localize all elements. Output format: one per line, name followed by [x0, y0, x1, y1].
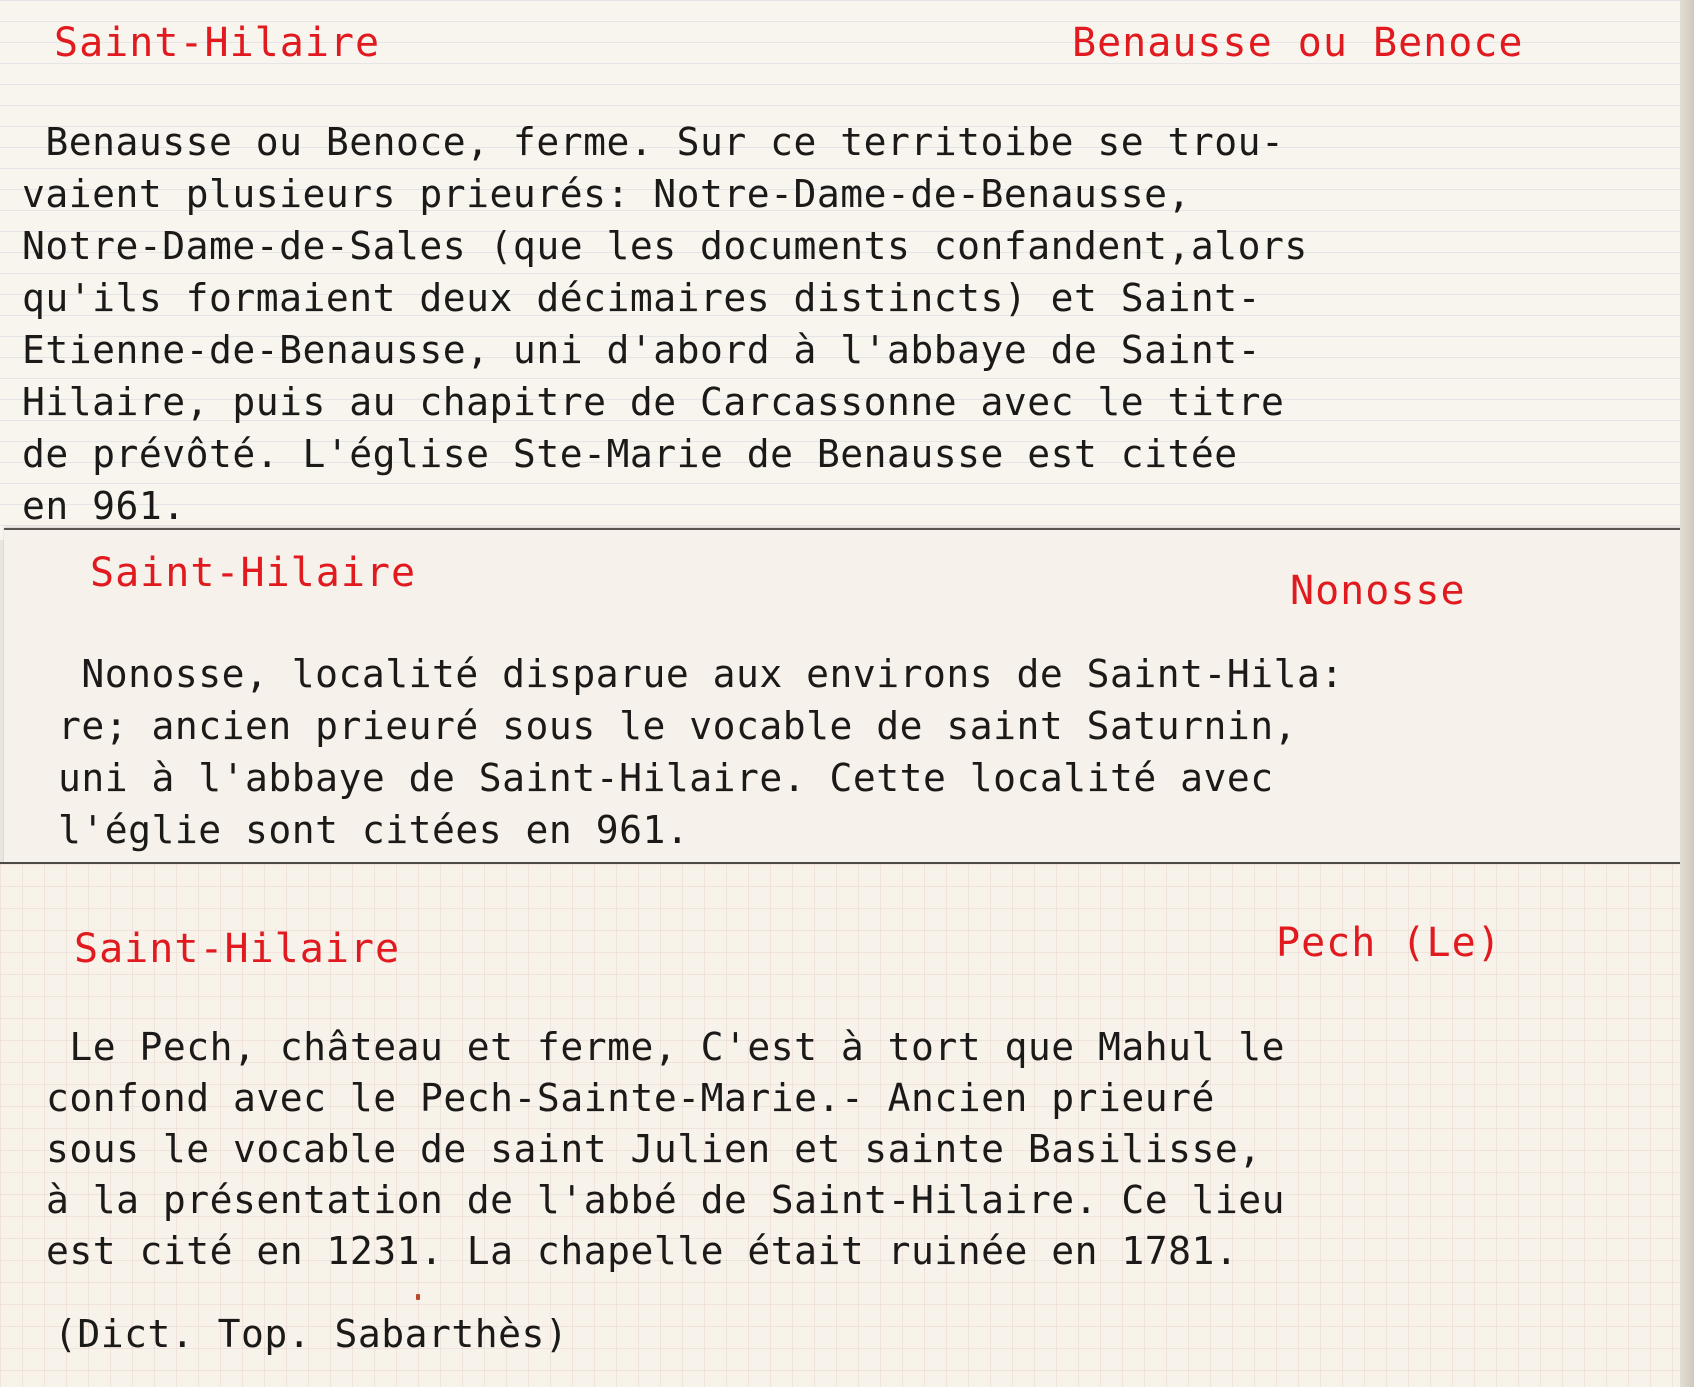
card-text-line: en 961.	[22, 484, 186, 528]
card-text-line: qu'ils formaient deux décimaires distincts) et Saint-	[22, 276, 1262, 320]
scan-right-edge	[1680, 0, 1694, 1387]
card-text-line: est cité en 1231. La chapelle était ruinée en 1781.	[46, 1229, 1239, 1273]
card-text-line: Benausse ou Benoce, ferme. Sur ce territoibe se trou-	[22, 120, 1285, 164]
card-commune-heading: Saint-Hilaire	[54, 20, 381, 66]
index-card-pech	[0, 862, 1694, 1387]
index-card-nonosse	[4, 528, 1694, 870]
index-card-benausse	[0, 0, 1694, 540]
card-text-line: vaient plusieurs prieurés: Notre-Dame-de-Benausse,	[22, 172, 1191, 216]
card-place-heading: Nonosse	[1290, 568, 1466, 614]
source-citation: (Dict. Top. Sabarthès)	[54, 1312, 569, 1356]
card-text-line: de prévôté. L'église Ste-Marie de Benausse est citée	[22, 432, 1238, 476]
card-text-line: confond avec le Pech-Sainte-Marie.- Ancien prieuré	[46, 1076, 1215, 1120]
card-text-line: Le Pech, château et ferme, C'est à tort que Mahul le	[46, 1025, 1286, 1069]
card-commune-heading: Saint-Hilaire	[90, 550, 417, 596]
card-place-heading: Benausse ou Benoce	[1072, 20, 1524, 66]
card-body-text	[22, 116, 1308, 532]
card-body-text	[58, 648, 1344, 856]
card-body-text	[46, 1022, 1285, 1277]
card-text-line: Nonosse, localité disparue aux environs de Saint-Hila:	[58, 652, 1344, 696]
card-text-line: re; ancien prieuré sous le vocable de saint Saturnin,	[58, 704, 1298, 748]
card-text-line: sous le vocable de saint Julien et sainte Basilisse,	[46, 1127, 1262, 1171]
card-place-heading: Pech (Le)	[1276, 920, 1502, 966]
card-text-line: Notre-Dame-de-Sales (que les documents confandent,alors	[22, 224, 1308, 268]
card-text-line: uni à l'abbaye de Saint-Hilaire. Cette localité avec	[58, 756, 1274, 800]
card-text-line: à la présentation de l'abbé de Saint-Hilaire. Ce lieu	[46, 1178, 1286, 1222]
card-text-line: Hilaire, puis au chapitre de Carcassonne avec le titre	[22, 380, 1285, 424]
ink-speck	[416, 1294, 420, 1300]
card-text-line: l'églie sont citées en 961.	[58, 808, 690, 852]
card-text-line: Etienne-de-Benausse, uni d'abord à l'abbaye de Saint-	[22, 328, 1262, 372]
card-commune-heading: Saint-Hilaire	[74, 926, 401, 972]
